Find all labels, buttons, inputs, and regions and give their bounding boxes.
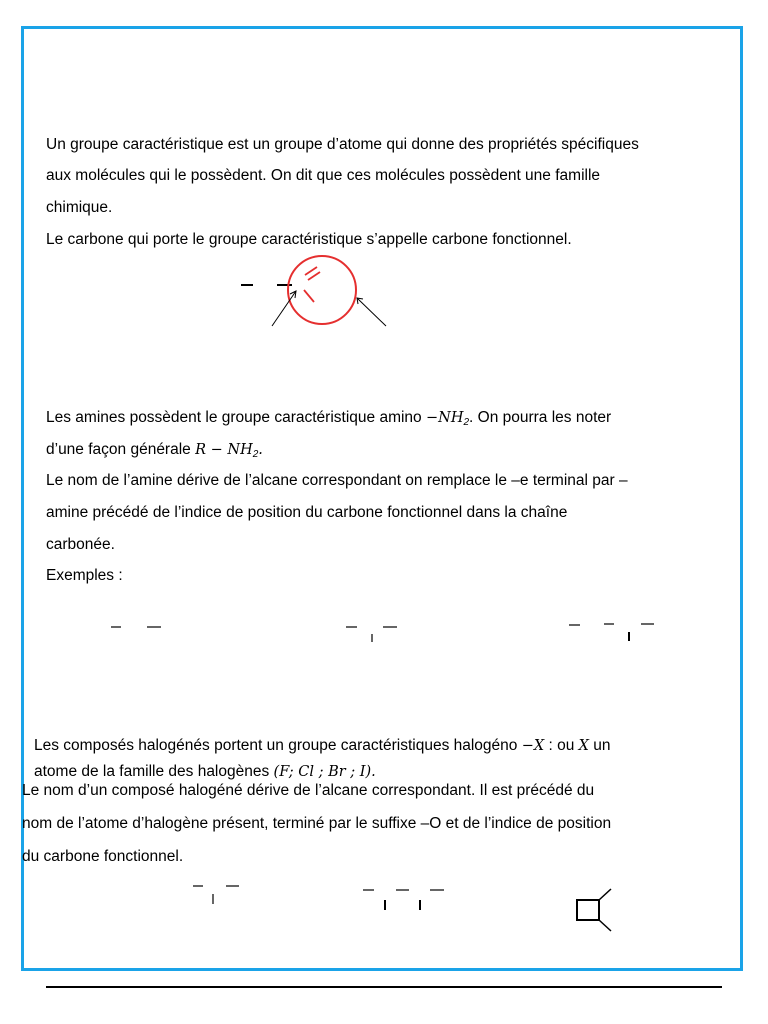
amines-line-1: Les amines possèdent le groupe caractéristique $amino -NH_2$. On pourra les noter [46,409,612,428]
halogen-line-5: du carbone fonctionnel. [22,848,184,865]
substituent-bond [599,920,611,931]
intro-line-3: chimique. [46,199,113,216]
double-bond-line [305,267,317,275]
amines-line-3: Le nom de l’amine dérive de l’alcane correspondant on remplace le –e terminal par – [46,472,628,489]
functional-group-circle [288,256,356,324]
amines-line-2: d’une façon générale $R - NH_2$. [46,441,263,460]
halogen-line-1: Les composés halogénés portent un groupe caractéristiques halogéno −X : ou X un [34,737,611,754]
halogen-line-2: atome de la famille des halogènes (F; Cl ; Br ; I). [34,763,376,780]
amines-line-6: Exemples : [46,567,123,584]
intro-line-4: Le carbone qui porte le groupe caractéristique s’appelle carbone fonctionnel. [46,231,572,248]
substituent-bond [599,889,611,900]
amines-line-4: amine précédé de l’indice de position du carbone fonctionnel dans la chaîne [46,504,568,521]
halogen-line-3: Le nom d’un composé halogéné dérive de l’alcane correspondant. Il est précédé du [22,782,595,799]
pointer-arrow-group [357,298,386,326]
intro-line-1: Un groupe caractéristique est un groupe d’atome qui donne des propriétés spécifiques [46,136,639,153]
double-bond-line [308,272,320,280]
halogen-line-4: nom de l’atome d’halogène présent, terminé par le suffixe –O et de l’indice de position [22,815,612,832]
intro-line-2: aux molécules qui le possèdent. On dit que ces molécules possèdent une famille [46,167,601,184]
cyclobutane-ring [577,900,599,920]
amines-line-5: carbonée. [46,536,115,553]
single-bond-line [304,290,314,302]
footer-rule [46,986,722,988]
